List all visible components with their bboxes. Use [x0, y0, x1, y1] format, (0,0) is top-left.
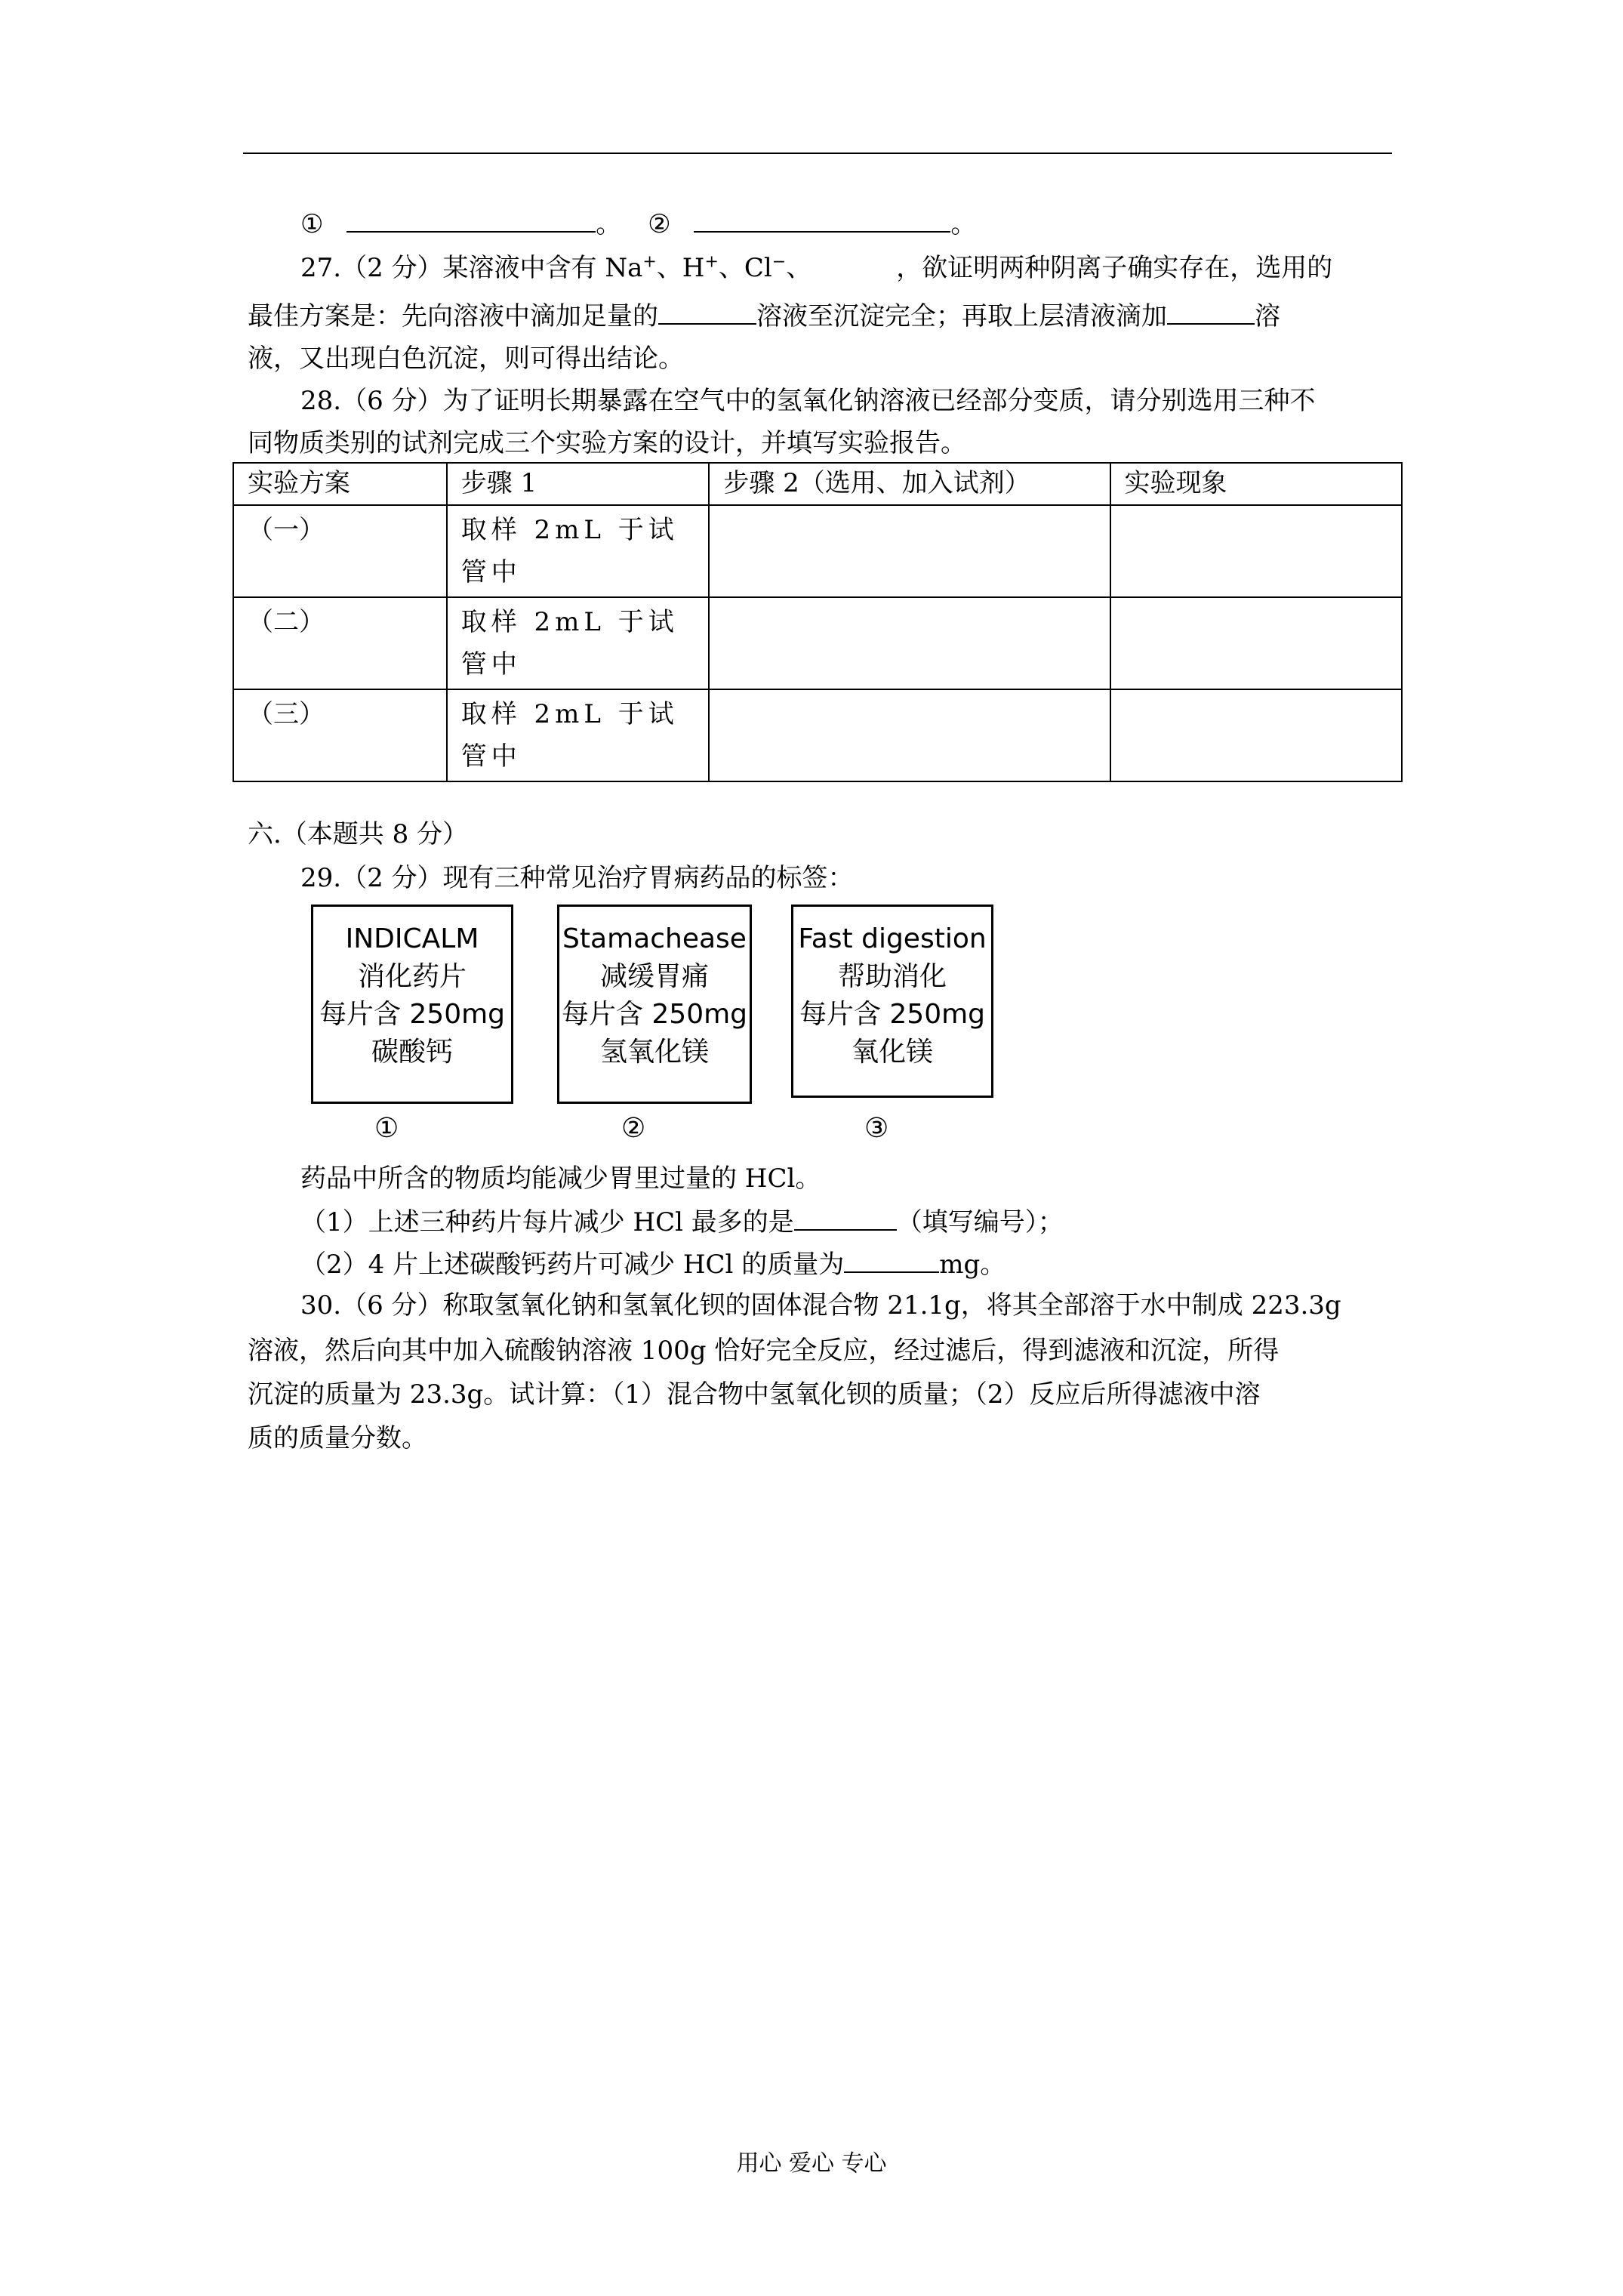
- table-row: [233, 597, 1402, 689]
- step2-cell[interactable]: [709, 597, 1110, 689]
- q29-intro: 29.（2 分）现有三种常见治疗胃病药品的标签：: [300, 863, 854, 893]
- medicine-label-1: INDICALM 消化药片 每片含 250mg 碳酸钙: [311, 905, 513, 1104]
- table-header-cell: 步骤 1: [447, 463, 710, 505]
- q30-line-3: 沉淀的质量为 23.3g。试计算：（1）混合物中氢氧化钡的质量；（2）反应后所得滤液中溶: [248, 1379, 1261, 1410]
- step1-cell: 取样 2mL 于试管中: [447, 597, 710, 689]
- label-number-3: ③: [864, 1113, 889, 1144]
- q28-line-1: 28.（6 分）为了证明长期暴露在空气中的氢氧化钠溶液已经部分变质，请分别选用三种不: [300, 386, 1316, 416]
- label-number-1: ①: [374, 1113, 399, 1144]
- phenomenon-cell[interactable]: [1110, 689, 1402, 781]
- q26-marker-2: ②: [648, 209, 671, 239]
- q27-line-3: 液，又出现白色沉淀，则可得出结论。: [248, 344, 684, 374]
- q30-line-4: 质的质量分数。: [248, 1423, 427, 1453]
- q27-blank-2[interactable]: [1167, 296, 1255, 325]
- q27-line-2: 最佳方案是：先向溶液中滴加足量的 溶液至沉淀完全；再取上层清液滴加 溶: [248, 296, 1280, 335]
- step1-cell: 取样 2mL 于试管中: [447, 689, 710, 781]
- q30-line-1: 30.（6 分）称取氢氧化钠和氢氧化钡的固体混合物 21.1g，将其全部溶于水中制成 223.3g: [300, 1290, 1341, 1321]
- q29-sub-2: （2）4 片上述碳酸钙药片可减少 HCl 的质量为 mg。: [300, 1244, 1006, 1284]
- table-header-row: [233, 463, 1402, 505]
- table-row: [233, 505, 1402, 597]
- table-header-cell: 实验现象: [1110, 463, 1402, 505]
- q26-marker-1: ①: [300, 209, 324, 239]
- page-footer: 用心 爱心 专心: [736, 2150, 887, 2177]
- label-number-2: ②: [621, 1113, 646, 1144]
- q29-sub-1: （1）上述三种药片每片减少 HCl 最多的是 （填写编号）；: [300, 1202, 1064, 1241]
- q29-blank-1[interactable]: [794, 1202, 897, 1231]
- q26-blank-1[interactable]: [346, 204, 596, 233]
- q28-line-2: 同物质类别的试剂完成三个实验方案的设计，并填写实验报告。: [248, 428, 966, 458]
- experiment-report-table: [233, 462, 1403, 782]
- q29-note: 药品中所含的物质均能减少胃里过量的 HCl。: [300, 1163, 821, 1194]
- plan-cell: （一）: [233, 505, 447, 597]
- q27-blank-1[interactable]: [658, 296, 756, 325]
- table-header-cell: 实验方案: [233, 463, 447, 505]
- q29-blank-2[interactable]: [844, 1244, 939, 1273]
- phenomenon-cell[interactable]: [1110, 505, 1402, 597]
- plan-cell: （二）: [233, 597, 447, 689]
- step2-cell[interactable]: [709, 689, 1110, 781]
- q26-answer-line: ① 。 ② 。: [300, 204, 976, 243]
- header-rule: [243, 153, 1392, 154]
- medicine-label-3: Fast digestion 帮助消化 每片含 250mg 氧化镁: [791, 905, 993, 1098]
- q27-line-1: 27.（2 分）某溶液中含有 Na+、H+、Cl−、 ，欲证明两种阴离子确实存在，选用的: [300, 252, 1333, 283]
- plan-cell: （三）: [233, 689, 447, 781]
- q26-blank-2[interactable]: [694, 204, 950, 233]
- q30-line-2: 溶液，然后向其中加入硫酸钠溶液 100g 恰好完全反应，经过滤后，得到滤液和沉淀，所得: [248, 1336, 1280, 1366]
- table-header-cell: 步骤 2（选用、加入试剂）: [709, 463, 1110, 505]
- section-6-title: 六.（本题共 8 分）: [248, 819, 469, 849]
- table-row: [233, 689, 1402, 781]
- phenomenon-cell[interactable]: [1110, 597, 1402, 689]
- step2-cell[interactable]: [709, 505, 1110, 597]
- medicine-label-2: Stamachease 减缓胃痛 每片含 250mg 氢氧化镁: [557, 905, 752, 1104]
- step1-cell: 取样 2mL 于试管中: [447, 505, 710, 597]
